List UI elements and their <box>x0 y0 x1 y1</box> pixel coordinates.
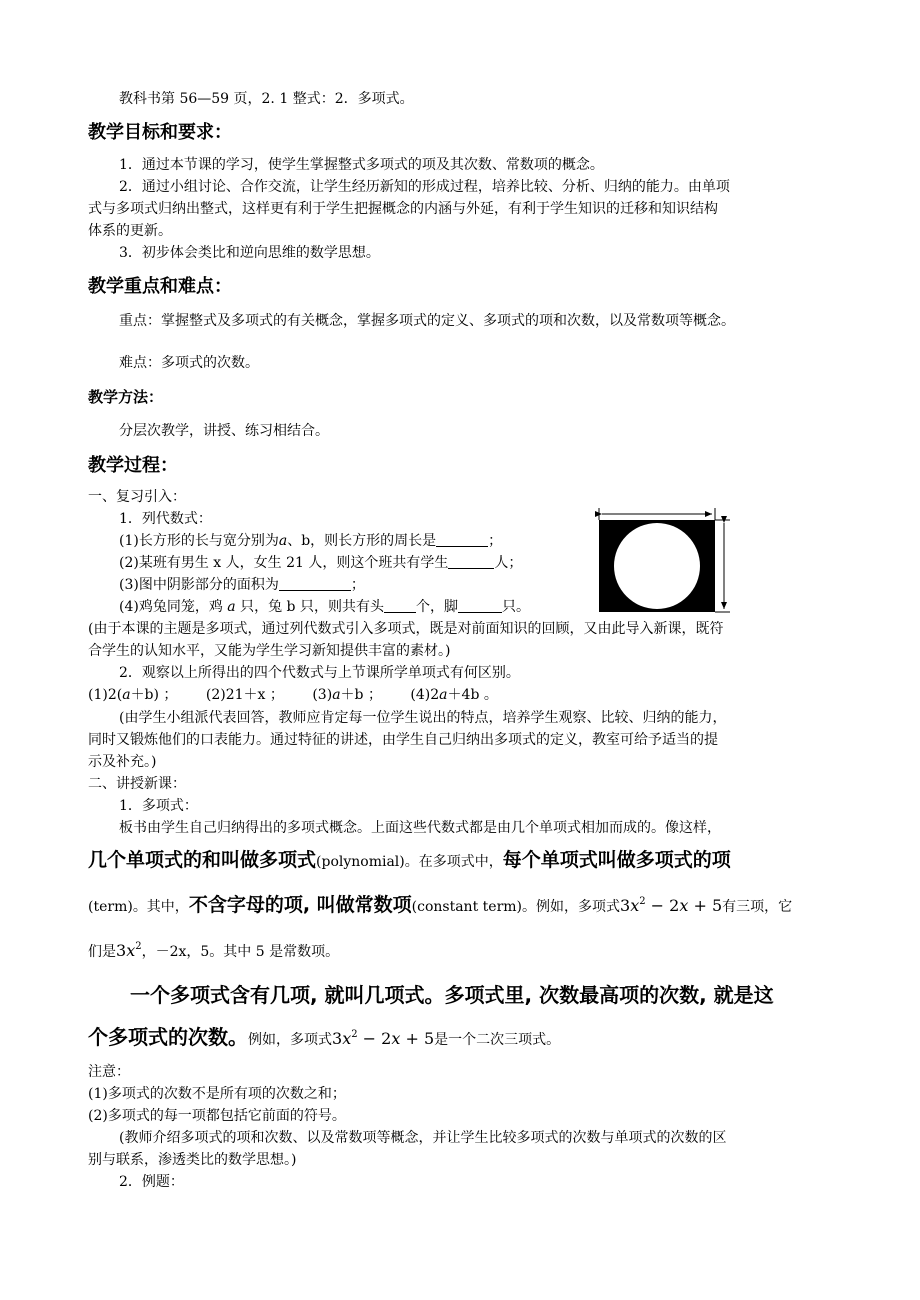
goal-item-3: 3．初步体会类比和逆向思维的数学思想。 <box>119 245 380 261</box>
note-2-line-1: (由学生小组派代表回答，教师应肯定每一位学生说出的特点，培养学生观察、比较、归纳的能力， <box>119 710 727 726</box>
note-2-line-2: 同时又锻炼他们的口表能力。通过特征的讲述，由学生自己归纳出多项式的定义，教室可给予适当的提 <box>88 732 718 748</box>
polynomial-expression: $3x^2 - 2x + 5$ <box>620 896 723 915</box>
difficulty-point: 难点：多项式的次数。 <box>119 355 259 371</box>
lesson-text: 板书由学生自己归纳得出的多项式概念。上面这些代数式都是由几个单项式相加而成的。像这样， <box>119 820 721 836</box>
part-1-title: 一、复习引入： <box>88 489 186 505</box>
lesson-item-1: 1．多项式： <box>119 798 198 814</box>
answer-blank <box>384 597 416 613</box>
note-3-line-2: 别与联系，渗透类比的数学思想。) <box>88 1152 297 1168</box>
white-circle <box>614 523 700 609</box>
definition-polynomial: 几个单项式的和叫做多项式(polynomial)。在多项式中，每个单项式叫做多项式的项 <box>88 849 731 871</box>
method-heading: 教学方法： <box>88 388 164 406</box>
process-heading: 教学过程： <box>88 455 178 476</box>
textbook-reference: 教科书第 56—59 页，2. 1 整式：2．多项式。 <box>119 91 414 107</box>
expression-list: (1)2(a＋b) ； (2)21＋x ； (3)a＋b ； (4)2a＋4b 。 <box>88 687 498 703</box>
polynomial-expression: $3x^2 - 2x + 5$ <box>332 1029 435 1048</box>
note-3-line-1: (教师介绍多项式的项和次数、以及常数项等概念，并让学生比较多项式的次数与单项式的次数的区 <box>119 1130 727 1146</box>
note-point-2: (2)多项式的每一项都包括它前面的符号。 <box>88 1108 346 1124</box>
answer-blank <box>458 597 502 613</box>
method-text: 分层次教学，讲授、练习相结合。 <box>119 423 329 439</box>
focus-heading: 教学重点和难点： <box>88 276 232 297</box>
term-expression: $3x^2$ <box>116 941 142 960</box>
answer-blank <box>279 575 351 591</box>
note-1-line-2: 合学生的认知水平，又能为学生学习新知提供丰富的素材。) <box>88 643 451 659</box>
question-1: (1)长方形的长与宽分别为a、b，则长方形的周长是 ； <box>119 533 503 549</box>
review-item-1: 1．列代数式： <box>119 511 212 527</box>
shaded-area-figure <box>588 506 738 616</box>
definition-degree-line-1: 一个多项式含有几项, 就叫几项式。多项式里, 次数最高项的次数, 就是这 <box>130 983 774 1007</box>
question-4: (4)鸡兔同笼，鸡 a 只，兔 b 只，则共有头 个，脚 只。 <box>119 599 530 615</box>
terms-listing: 们是$3x^2$，－2x，5。其中 5 是常数项。 <box>88 941 340 960</box>
goal-item-1: 1．通过本节课的学习，使学生掌握整式多项式的项及其次数、常数项的概念。 <box>119 157 604 173</box>
note-point-1: (1)多项式的次数不是所有项的次数之和； <box>88 1086 346 1102</box>
goal-item-2-line-1: 2．通过小组讨论、合作交流，让学生经历新知的形成过程，培养比较、分析、归纳的能力。由单项 <box>119 179 730 195</box>
definition-term: (term)。其中，不含字母的项, 叫做常数项(constant term)。例如，多项式$3x^2 - 2x + 5$有三项，它 <box>88 894 793 916</box>
note-title: 注意： <box>88 1064 130 1080</box>
key-point: 重点：掌握整式及多项式的有关概念，掌握多项式的定义、多项式的项和次数，以及常数项等概念。 <box>119 313 735 329</box>
note-1-line-1: (由于本课的主题是多项式，通过列代数式引入多项式，既是对前面知识的回顾，又由此导入新课，既符 <box>88 621 724 637</box>
review-item-2: 2．观察以上所得出的四个代数式与上节课所学单项式有何区别。 <box>119 665 520 681</box>
goal-item-2-line-2: 式与多项式归纳出整式，这样更有利于学生把握概念的内涵与外延，有利于学生知识的迁移和知识结构 <box>88 201 718 217</box>
goal-item-2-line-3: 体系的更新。 <box>88 223 172 239</box>
part-2-title: 二、讲授新课： <box>88 776 186 792</box>
lesson-item-2: 2．例题： <box>119 1174 184 1190</box>
definition-degree-line-2: 个多项式的次数。例如，多项式$3x^2 - 2x + 5$是一个二次三项式。 <box>88 1025 561 1049</box>
question-3: (3)图中阴影部分的面积为 ； <box>119 577 365 593</box>
answer-blank <box>436 531 488 547</box>
goals-heading: 教学目标和要求： <box>88 122 232 143</box>
answer-blank <box>448 553 494 569</box>
note-2-line-3: 示及补充。) <box>88 754 157 770</box>
question-2: (2)某班有男生 x 人，女生 21 人，则这个班共有学生 人； <box>119 555 523 571</box>
